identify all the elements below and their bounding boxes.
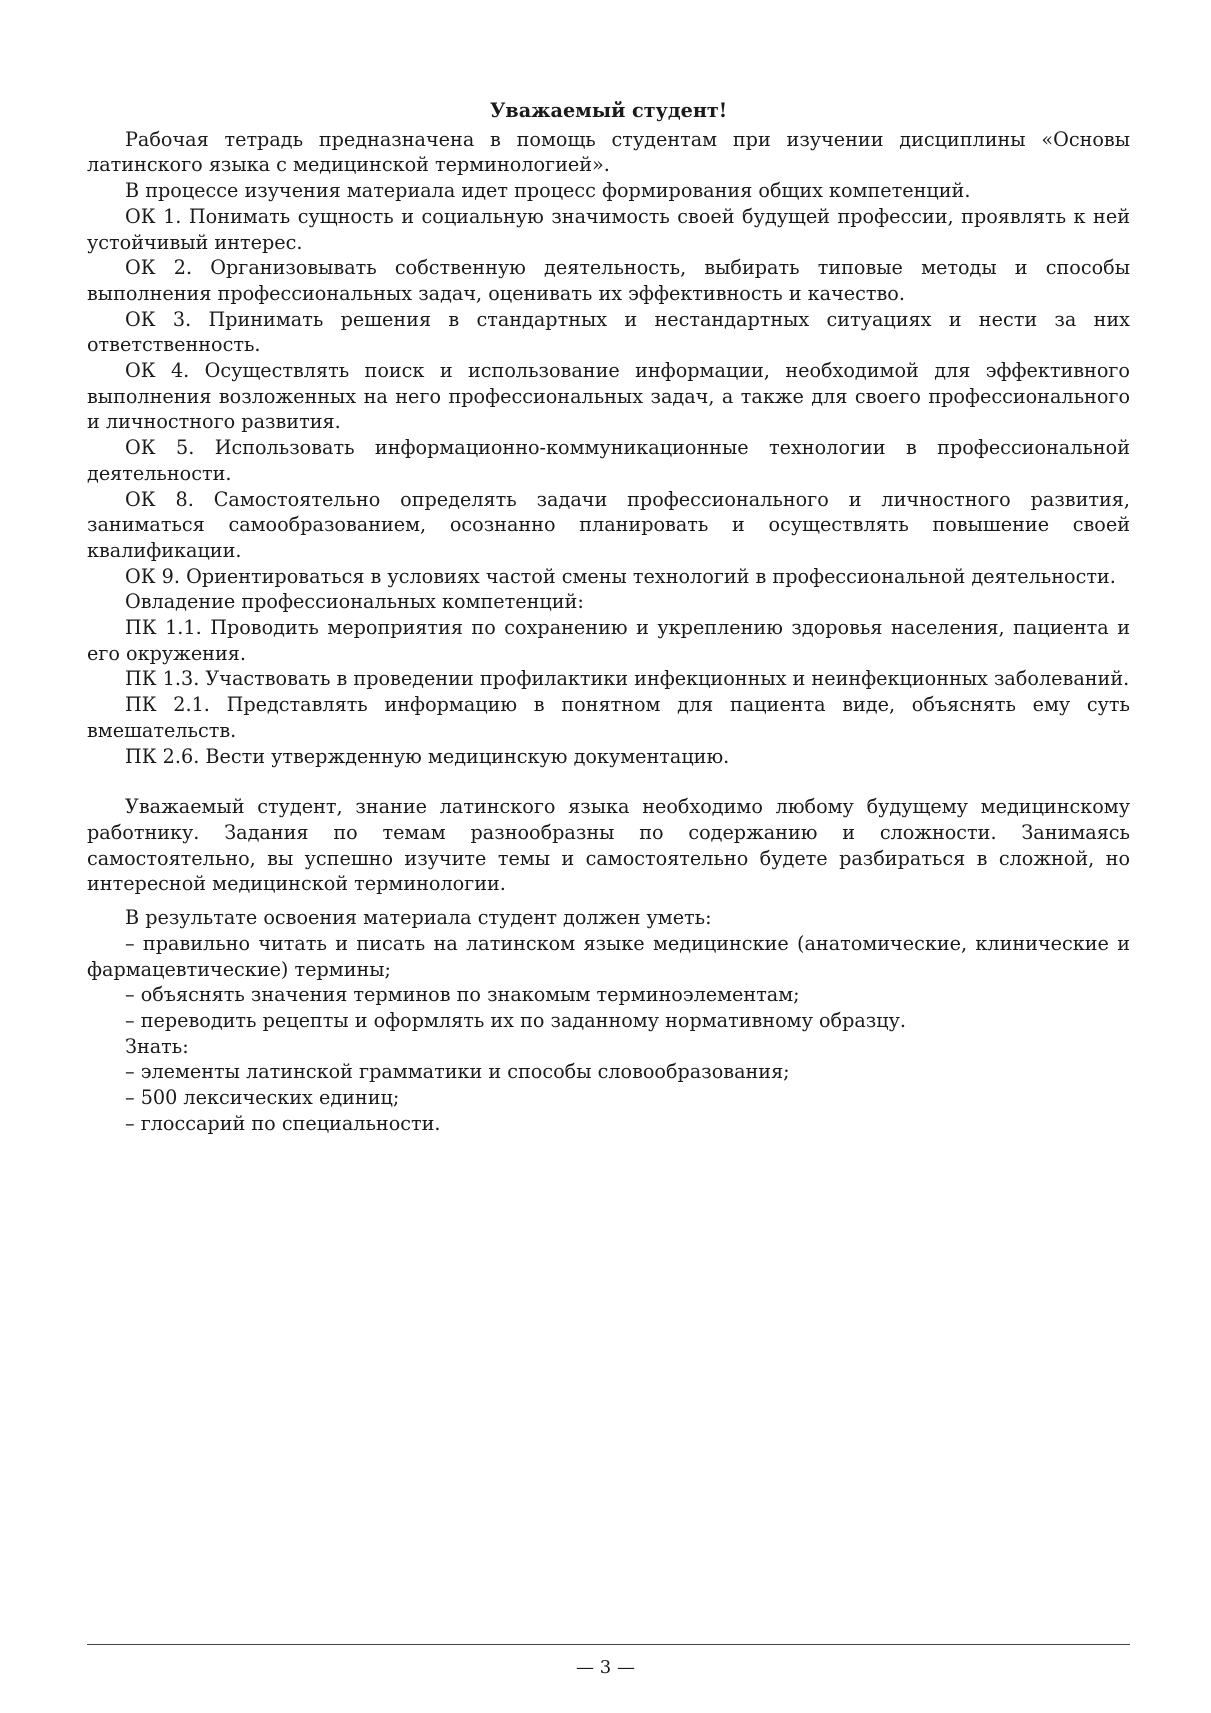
general-competency-item: ОК 8. Самостоятельно определять задачи профессионального и личностного развития, заниматься самообразованием, осознанно планировать и осуществлять повышение своей квалификации. (87, 487, 1130, 562)
skill-item: – правильно читать и писать на латинском языке медицинские (анатомические, клинические и фармацевтические) термины; (87, 931, 1130, 981)
general-competency-item: ОК 2. Организовывать собственную деятельность, выбирать типовые методы и способы выполнения профессиональных задач, оценивать их эффективность и качество. (87, 256, 1130, 305)
intro-paragraph: Рабочая тетрадь предназначена в помощь студентам при изучении дисциплины «Основы латинского языка с медицинской терминологией». (87, 127, 1130, 177)
knowledge-item: – элементы латинской грамматики и способы словообразования; (125, 1060, 790, 1084)
knowledge-item: – глоссарий по специальности. (125, 1111, 441, 1135)
professional-competencies-intro: Овладение профессиональных компетенций: (125, 590, 584, 614)
section-gap (87, 897, 1130, 905)
skill-item: – переводить рецепты и оформлять их по заданному нормативному образцу. (125, 1008, 906, 1032)
page-number: — 3 — (576, 1657, 635, 1678)
intro-paragraph: В процессе изучения материала идет процесс формирования общих компетенций. (125, 179, 971, 203)
professional-competency-item: ПК 1.1. Проводить мероприятия по сохранению и укреплению здоровья населения, пациента и его окружения. (87, 616, 1130, 665)
general-competency-item: ОК 3. Принимать решения в стандартных и нестандартных ситуациях и нести за них ответственность. (87, 307, 1130, 357)
skills-intro: В результате освоения материала студент должен уметь: (125, 906, 712, 930)
address-paragraph: Уважаемый студент, знание латинского языка необходимо любому будущему медицинскому работнику. Задания по темам разнообразны по содержанию и сложности. Занимаясь самостоятельно, вы успешно изучите темы и самостоятельно будете разбираться в сложной, но интересной медицинской терминологии. (87, 795, 1130, 896)
knowledge-intro: Знать: (125, 1034, 189, 1058)
professional-competency-item: ПК 2.1. Представлять информацию в понятном для пациента виде, объяснять ему суть вмешательств. (87, 693, 1130, 742)
footer-divider (87, 1644, 1130, 1645)
professional-competency-item: ПК 1.3. Участвовать в проведении профилактики инфекционных и неинфекционных заболеваний. (125, 667, 1130, 691)
section-gap (87, 769, 1130, 794)
general-competency-item: ОК 1. Понимать сущность и социальную значимость своей будущей профессии, проявлять к ней устойчивый интерес. (87, 204, 1130, 254)
page-heading: Уважаемый студент! (489, 99, 728, 122)
general-competency-item: ОК 9. Ориентироваться в условиях частой смены технологий в профессиональной деятельности. (125, 564, 1116, 588)
professional-competency-item: ПК 2.6. Вести утвержденную медицинскую документацию. (125, 744, 730, 768)
general-competency-item: ОК 4. Осуществлять поиск и использование информации, необходимой для эффективного выполнения возложенных на него профессиональных задач, а также для своего профессионального и личностного развития. (87, 359, 1130, 434)
knowledge-item: – 500 лексических единиц; (125, 1086, 400, 1110)
general-competency-item: ОК 5. Использовать информационно-коммуникационные технологии в профессиональной деятельности. (87, 436, 1130, 485)
page-content (87, 98, 1130, 1136)
skill-item: – объяснять значения терминов по знакомым терминоэлементам; (125, 983, 800, 1007)
